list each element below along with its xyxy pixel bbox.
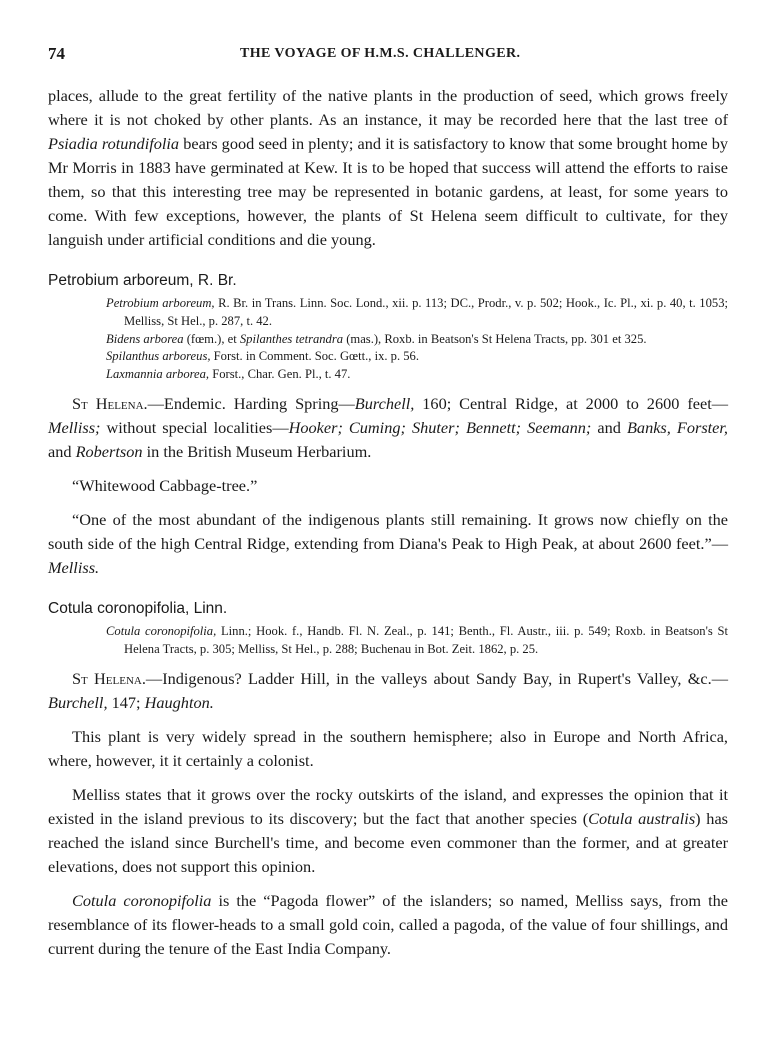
paragraph-cotula-melliss: Melliss states that it grows over the rocky outskirts of the island, and expresses the opinion that it existed in the island previous to its discovery; but the fact that another species (Cotula australis) has reached the island since Burchell's time, and become even commoner than the former, and at greater elevations, does not support this opinion.	[48, 784, 729, 876]
running-title: THE VOYAGE OF H.M.S. CHALLENGER.	[240, 46, 521, 61]
species-heading-cotula: Cotula coronopifolia, Linn.	[48, 599, 228, 617]
synonym-entry: Bidens arborea (fœm.), et Spilanthes tetrandra (mas.), Roxb. in Beatson's St Helena Tracts, pp. 301 et 325.	[106, 331, 647, 346]
quote-melliss-petrobium: “One of the most abundant of the indigenous plants still remaining. It grows now chiefly on the south side of the high Central Ridge, extending from Diana's Peak to High Peak, at about 2600 feet.”—Melliss.	[48, 509, 728, 577]
page-header	[48, 44, 728, 68]
page-body	[48, 84, 728, 961]
paragraph-cotula-pagoda: Cotula coronopifolia is the “Pagoda flower” of the islanders; so named, Melliss says, from the resemblance of its flower-heads to a small gold coin, called a pagoda, of the value of four shillings, and current during the tenure of the East India Company.	[48, 890, 729, 958]
distribution-petrobium: St Helena.—Endemic. Harding Spring—Burchell, 160; Central Ridge, at 2000 to 2600 feet—Melliss; without special localities—Hooker; Cuming; Shuter; Bennett; Seemann; and Banks, Forster, and Robertson in the British Museum Herbarium.	[48, 393, 729, 461]
intro-paragraph: places, allude to the great fertility of the native plants in the production of seed, which grows freely where it is not choked by other plants. As an instance, it may be recorded here that the last tree of Psiadia rotundifolia bears good seed in plenty; and it is satisfactory to know that some brought home by Mr Morris in 1883 have germinated at Kew. It is to be hoped that success will attend the efforts to raise them, so that this interesting tree may be represented in botanic gardens, at least, for some years to come. With few exceptions, however, the plants of St Helena seem difficult to cultivate, for they languish under artificial conditions and die young.	[48, 86, 728, 249]
common-name-petrobium: “Whitewood Cabbage-tree.”	[72, 475, 258, 495]
synonym-entry: Cotula coronopifolia, Linn.; Hook. f., Handb. Fl. N. Zeal., p. 141; Benth., Fl. Austr., iii. p. 549; Roxb. in Beatson's St Helena Tracts, p. 305; Melliss, St Hel., p. 288; Buchenau in Bot. Zeit. 1862, p. 25.	[106, 623, 728, 656]
synonymy-petrobium	[106, 295, 728, 384]
synonym-entry: Petrobium arboreum, R. Br. in Trans. Linn. Soc. Lond., xii. p. 113; DC., Prodr., v. p. 502; Hook., Ic. Pl., xi. p. 40, t. 1053; Melliss, St Hel., p. 287, t. 42.	[106, 296, 728, 328]
synonymy-cotula	[106, 623, 728, 659]
species-heading-petrobium: Petrobium arboreum, R. Br.	[48, 272, 237, 289]
distribution-cotula: St Helena.—Indigenous? Ladder Hill, in the valleys about Sandy Bay, in Rupert's Valley, &c.—Burchell, 147; Haughton.	[48, 668, 729, 712]
paragraph-cotula-range: This plant is very widely spread in the southern hemisphere; also in Europe and North Africa, where, however, it it certainly a colonist.	[48, 726, 728, 770]
synonym-entry: Laxmannia arborea, Forst., Char. Gen. Pl., t. 47.	[106, 367, 351, 382]
page-number: 74	[48, 44, 65, 63]
synonym-entry: Spilanthus arboreus, Forst. in Comment. Soc. Gœtt., ix. p. 56.	[106, 349, 420, 364]
